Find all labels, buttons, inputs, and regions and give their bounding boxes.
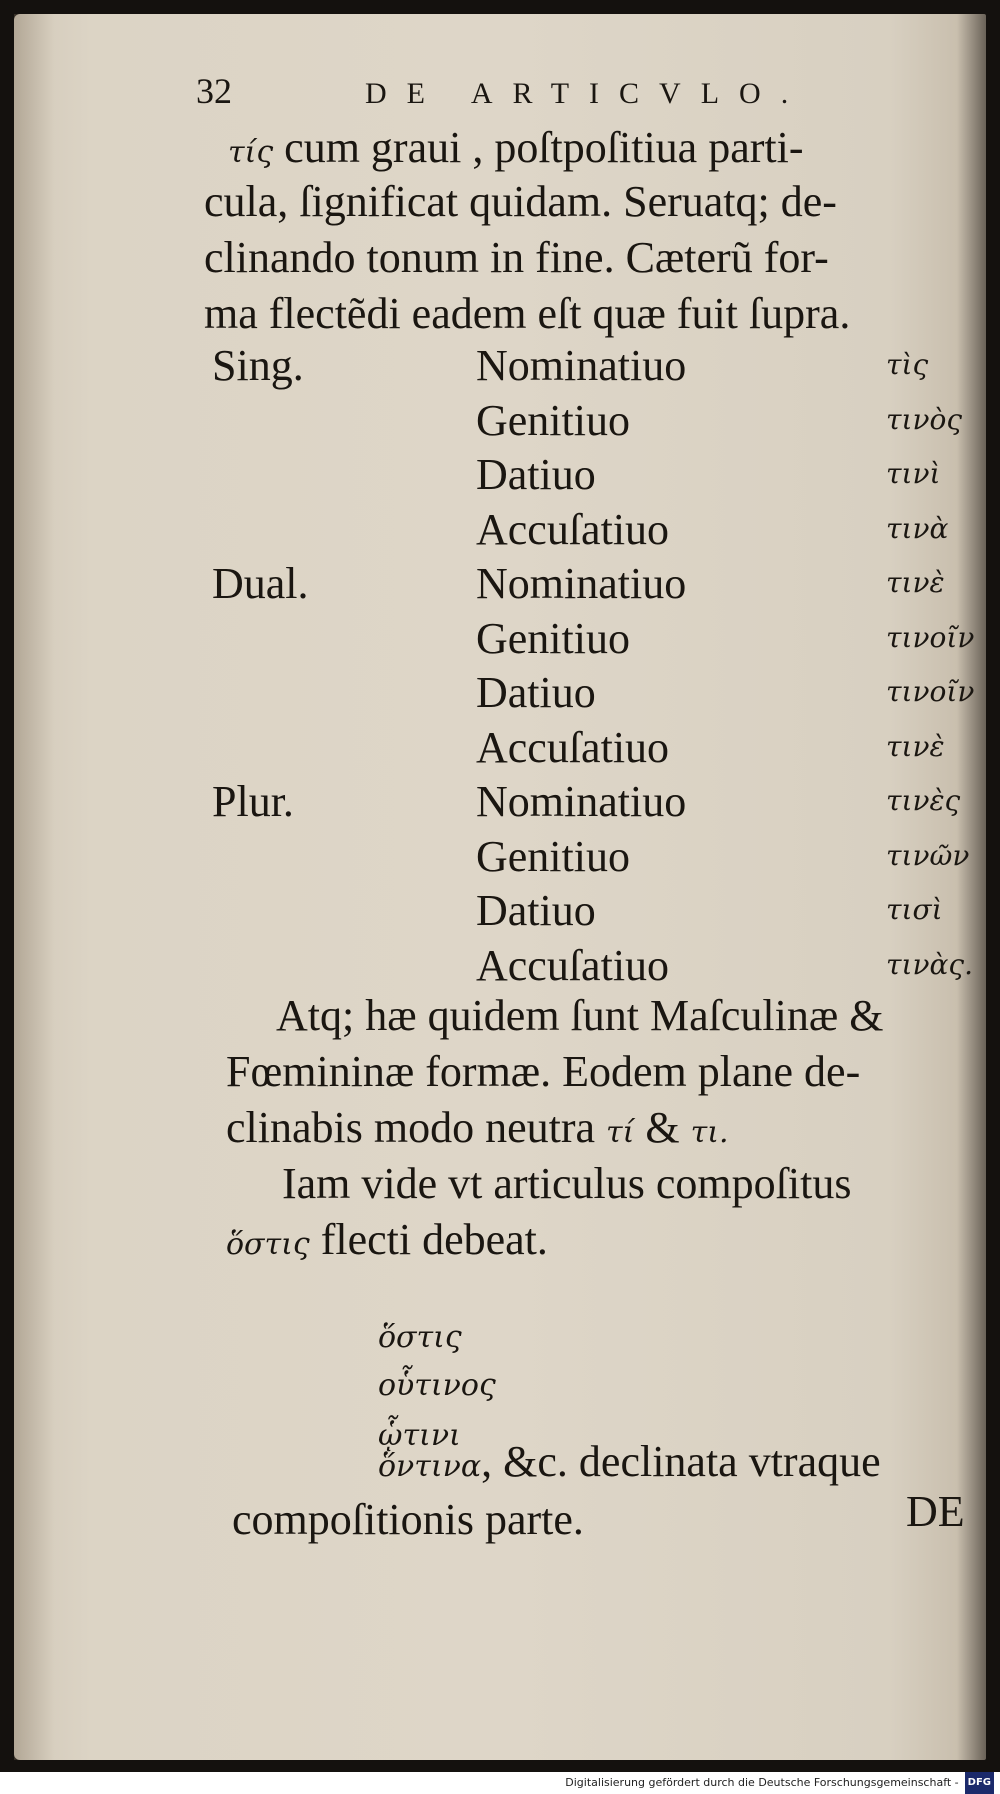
declension-row <box>0 558 1000 614</box>
greek-form: τινὰς. <box>886 947 973 981</box>
declension-row <box>0 776 1000 832</box>
declension-row <box>0 722 1000 778</box>
case-label: Nominatiuo <box>476 559 687 608</box>
case-label: Accuſatiuo <box>476 722 670 772</box>
greek-form: τὶς <box>886 348 929 381</box>
greek-form: τινῶν <box>886 838 970 872</box>
intro-line-4: ma flectẽdi eadem eſt quæ fuit ſupra. <box>204 289 851 338</box>
case-label: Datiuo <box>476 450 596 499</box>
compound-form-1: ὅστις <box>378 1320 462 1355</box>
digitization-footer <box>0 1772 1000 1792</box>
number-label: Plur. <box>212 777 294 826</box>
running-head: DE ARTICVLO. <box>365 77 809 110</box>
declension-row <box>0 340 1000 396</box>
greek-form: τινὲ <box>886 566 945 599</box>
compound-form-2: οὗτινος <box>378 1368 496 1403</box>
case-label: Accuſatiuo <box>476 504 670 554</box>
intro-line-1: τίς cum graui , poſtpoſitiua parti- <box>228 123 804 172</box>
compound-form-3: ᾧτινι <box>378 1418 461 1453</box>
declension-row <box>0 613 1000 669</box>
closing-line-1: ὅντινα, &c. declinata vtraque <box>378 1437 881 1486</box>
case-label: Genitiuo <box>476 613 630 663</box>
case-label: Nominatiuo <box>476 777 687 826</box>
case-label: Nominatiuo <box>476 341 687 390</box>
case-label: Genitiuo <box>476 395 630 445</box>
declension-row <box>0 504 1000 560</box>
greek-form: τινὶ <box>886 457 941 490</box>
page-header <box>196 70 808 112</box>
declension-row <box>0 940 1000 996</box>
case-label: Accuſatiuo <box>476 940 670 990</box>
dfg-logo: DFG <box>965 1772 994 1794</box>
page-number: 32 <box>196 71 232 111</box>
greek-form: τισὶ <box>886 893 943 926</box>
greek-form: τινοῖν <box>886 620 975 654</box>
intro-line-2: cula, ſignificat quidam. Seruatq; de- <box>204 177 837 226</box>
greek-form: τινοῖν <box>886 675 975 708</box>
greek-word: τίς <box>228 135 274 170</box>
intro-line-3: clinando tonum in fine. Cæterũ for- <box>204 233 829 282</box>
greek-form: τινὲ <box>886 729 945 763</box>
declension-row <box>0 667 1000 723</box>
greek-word: ὅστις <box>226 1227 310 1262</box>
case-label: Datiuo <box>476 668 596 717</box>
greek-form: τινὰ <box>886 511 949 545</box>
number-label: Sing. <box>212 341 304 390</box>
case-label: Datiuo <box>476 886 596 935</box>
after-line-4: Iam vide vt articulus compoſitus <box>282 1159 852 1208</box>
greek-word: ὅντινα <box>378 1449 482 1484</box>
greek-form: τινὸς <box>886 402 963 436</box>
after-line-3: clinabis modo neutra τί & τι. <box>226 1103 729 1152</box>
case-label: Genitiuo <box>476 831 630 881</box>
greek-form: τινὲς <box>886 784 961 817</box>
declension-row <box>0 885 1000 941</box>
after-line-1: Atq; hæ quidem ſunt Maſculinæ & <box>276 991 884 1040</box>
after-line-5: ὅστις flecti debeat. <box>226 1215 548 1264</box>
declension-row <box>0 449 1000 505</box>
number-label: Dual. <box>212 559 309 608</box>
catchword: DE <box>906 1487 965 1536</box>
funding-credit: Digitalisierung gefördert durch die Deutsche Forschungsgemeinschaft - <box>565 1776 959 1789</box>
closing-line-2: compoſitionis parte. <box>232 1495 584 1544</box>
after-line-2: Fœmininæ formæ. Eodem plane de- <box>226 1047 861 1096</box>
declension-row <box>0 395 1000 451</box>
declension-row <box>0 831 1000 887</box>
